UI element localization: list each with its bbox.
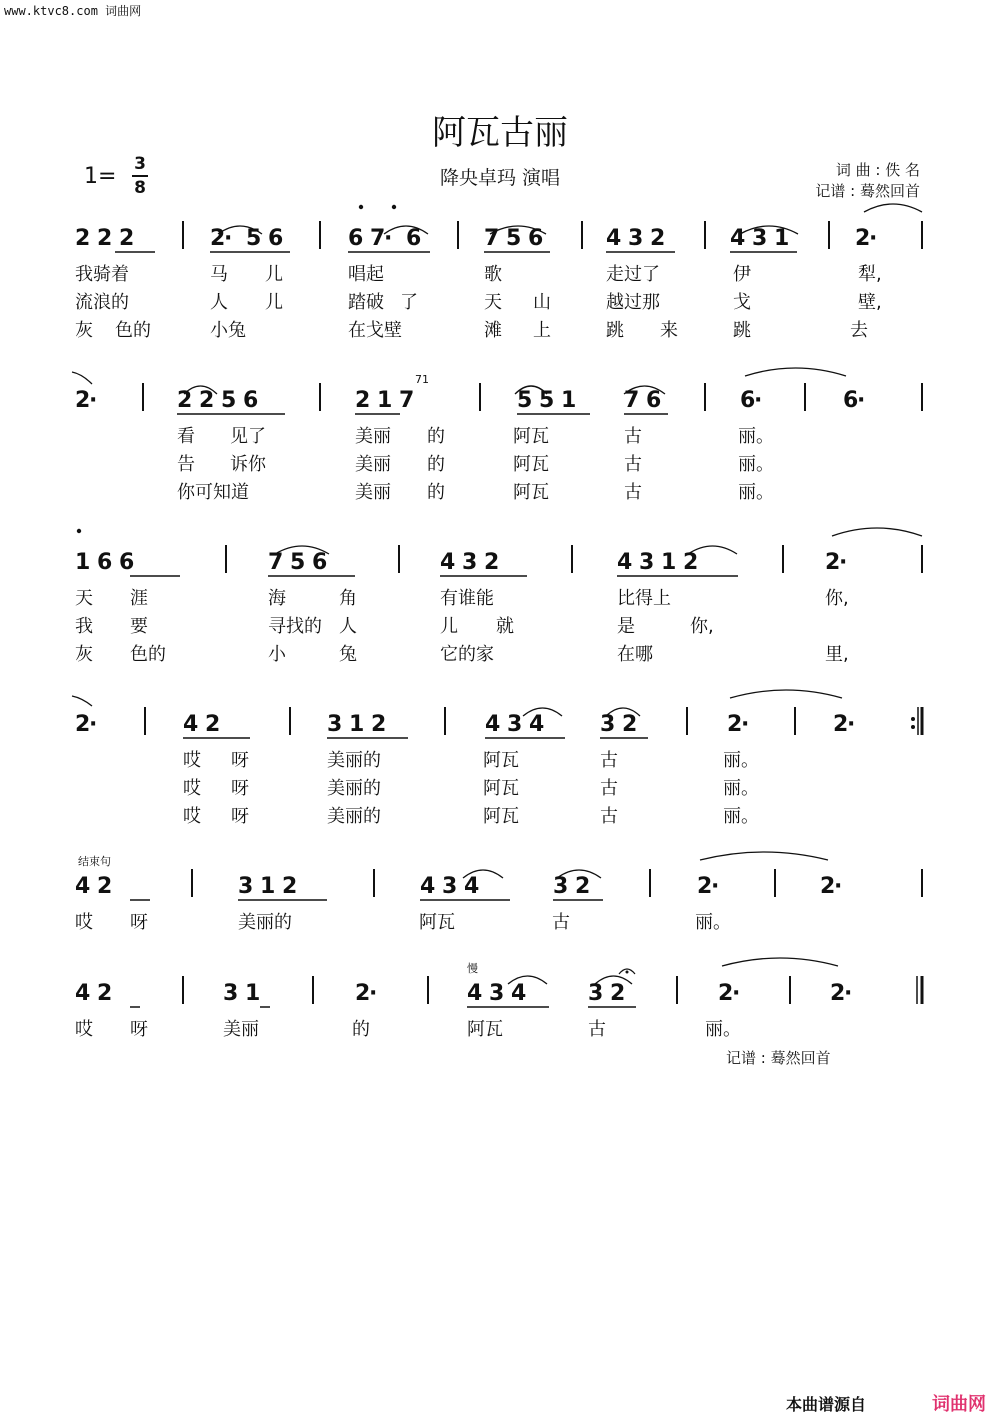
lyric-word: 跳 (733, 320, 751, 341)
augmentation-dot: · (224, 226, 233, 251)
lyric-word: 美丽的 (327, 750, 381, 771)
slur (730, 690, 842, 698)
lyric-word: 滩 (484, 320, 502, 341)
lyric-word: 要 (130, 616, 148, 637)
lyric-word: 角 (339, 588, 357, 609)
note-digit: 2 (825, 550, 841, 575)
note-digit: 3 (238, 874, 254, 899)
octave-dot (359, 205, 363, 209)
lyric-word: 美丽的 (327, 778, 381, 799)
note-digit: 3 (327, 712, 343, 737)
lyric-word: 我 (75, 616, 93, 637)
repeat-dot (911, 725, 915, 729)
note-digit: 2 (97, 874, 113, 899)
note-digit: 2 (727, 712, 743, 737)
lyric-word: 去 (850, 320, 868, 341)
lyric-word: 哎 (183, 806, 201, 827)
lyric-word: 阿瓦 (513, 482, 549, 503)
note-digit: 2 (282, 874, 298, 899)
singer-credit: 降央卓玛 演唱 (439, 167, 561, 189)
lyric-word: 古 (624, 426, 642, 447)
augmentation-dot: · (869, 226, 878, 251)
note-digit: 4 (440, 550, 456, 575)
lyric-word: 跳 (606, 320, 624, 341)
lyric-word: 比得上 (617, 588, 671, 609)
augmentation-dot: · (369, 981, 378, 1006)
note-digit: 6 (406, 226, 422, 251)
time-signature-top: 3 (134, 154, 146, 174)
note-digit: 1 (774, 226, 790, 251)
note-digit: 7 (370, 226, 386, 251)
lyric-word: 丽。 (705, 1019, 741, 1040)
footer-logo[interactable]: 词曲网 (932, 1394, 986, 1415)
lyric-word: 灰 (75, 644, 93, 665)
note-digit: 4 (529, 712, 545, 737)
lyric-word: 伊 (733, 264, 751, 285)
note-digit: 4 (464, 874, 480, 899)
lyric-word: 寻找的 (268, 616, 322, 637)
note-digit: 2 (97, 226, 113, 251)
lyric-word: 涯 (130, 588, 148, 609)
augmentation-dot: · (732, 981, 741, 1006)
note-digit: 1 (661, 550, 677, 575)
note-digit: 2 (830, 981, 846, 1006)
note-digit: 3 (628, 226, 644, 251)
time-signature-bottom: 8 (134, 178, 146, 198)
repeat-dot (911, 717, 915, 721)
lyric-word: 儿 (265, 292, 283, 313)
lyric-word: 诉你 (230, 454, 266, 475)
augmentation-dot: · (89, 388, 98, 413)
lyric-word: 在哪 (617, 644, 653, 665)
lyric-word: 古 (588, 1019, 606, 1040)
lyric-word: 了 (400, 292, 418, 313)
song-title: 阿瓦古丽 (432, 113, 568, 153)
slur (700, 852, 828, 860)
note-digit: 2 (820, 874, 836, 899)
note-digit: 6 (119, 550, 135, 575)
note-digit: 6 (528, 226, 544, 251)
note-digit: 2 (697, 874, 713, 899)
note-digit: 7 (399, 388, 415, 413)
lyric-word: 丽。 (738, 454, 774, 475)
octave-dot (392, 205, 396, 209)
lyric-word: 阿瓦 (483, 806, 519, 827)
note-digit: 7 (624, 388, 640, 413)
note-digit: 6 (312, 550, 328, 575)
lyric-word: 哎 (75, 1019, 93, 1040)
lyric-word: 阿瓦 (419, 912, 455, 933)
lyric-word: 上 (533, 320, 551, 341)
lyric-word: 呀 (231, 806, 249, 827)
note-digit: 2 (210, 226, 226, 251)
lyric-word: 越过那 (606, 292, 660, 313)
lyric-word: 的 (427, 454, 445, 475)
note-digit: 4 (511, 981, 527, 1006)
lyric-word: 阿瓦 (483, 778, 519, 799)
augmentation-dot: · (834, 874, 843, 899)
lyric-word: 丽。 (738, 482, 774, 503)
lyric-word: 来 (660, 320, 678, 341)
lyric-word: 美丽的 (327, 806, 381, 827)
note-digit: 2 (355, 981, 371, 1006)
note-digit: 2 (177, 388, 193, 413)
note-digit: 4 (75, 874, 91, 899)
note-digit: 2 (75, 226, 91, 251)
lyric-word: 色的 (115, 320, 151, 341)
lyric-word: 哎 (183, 778, 201, 799)
augmentation-dot: · (844, 981, 853, 1006)
note-digit: 2 (355, 388, 371, 413)
note-digit: 2 (371, 712, 387, 737)
note-digit: 1 (260, 874, 276, 899)
lyric-word: 歌 (484, 264, 502, 285)
augmentation-dot: · (847, 712, 856, 737)
lyric-word: 壁, (858, 292, 882, 313)
note-digit: 3 (442, 874, 458, 899)
note-digit: 3 (223, 981, 239, 1006)
lyric-word: 戈 (733, 292, 751, 313)
lyric-word: 兔 (339, 644, 357, 665)
note-digit: 2 (205, 712, 221, 737)
ending-phrase-mark: 结束句 (78, 855, 111, 868)
note-digit: 7 (268, 550, 284, 575)
lyric-word: 的 (427, 426, 445, 447)
note-digit: 7 (484, 226, 500, 251)
transcriber-credit: 记谱 : 蓦然回首 (815, 182, 920, 200)
key-signature: 1= (84, 164, 117, 189)
note-digit: 6 (843, 388, 859, 413)
lyric-word: 是 (617, 616, 635, 637)
note-digit: 2 (833, 712, 849, 737)
slur (722, 958, 838, 966)
lyric-word: 古 (600, 778, 618, 799)
lyric-word: 人 (339, 616, 357, 637)
augmentation-dot: · (711, 874, 720, 899)
lyric-word: 天 (75, 588, 93, 609)
note-digit: 2 (119, 226, 135, 251)
lyric-word: 你可知道 (177, 482, 249, 503)
lyric-word: 古 (600, 806, 618, 827)
lyric-word: 阿瓦 (513, 426, 549, 447)
note-digit: 6 (97, 550, 113, 575)
note-digit: 3 (489, 981, 505, 1006)
note-digit: 2 (575, 874, 591, 899)
note-digit: 4 (730, 226, 746, 251)
slur (864, 204, 922, 212)
slur (745, 368, 846, 376)
fermata-dot (626, 971, 629, 974)
lyric-word: 美丽 (355, 426, 391, 447)
octave-dot (77, 529, 81, 533)
note-digit: 2 (622, 712, 638, 737)
note-digit: 2 (610, 981, 626, 1006)
note-digit: 5 (221, 388, 237, 413)
lyric-word: 儿 (440, 616, 458, 637)
note-digit: 1 (245, 981, 261, 1006)
lyric-word: 丽。 (723, 778, 759, 799)
lyric-word: 阿瓦 (483, 750, 519, 771)
lyric-word: 看 (177, 426, 195, 447)
slur (832, 528, 922, 536)
lyric-word: 丽。 (695, 912, 731, 933)
note-digit: 5 (246, 226, 262, 251)
grace-note: 71 (415, 373, 429, 386)
lyric-word: 丽。 (723, 750, 759, 771)
lyric-word: 在戈壁 (348, 320, 402, 341)
lyric-word: 古 (552, 912, 570, 933)
lyric-word: 哎 (75, 912, 93, 933)
note-digit: 2 (650, 226, 666, 251)
lyric-word: 流浪的 (75, 292, 129, 313)
note-digit: 4 (183, 712, 199, 737)
lyric-word: 古 (600, 750, 618, 771)
augmentation-dot: · (857, 388, 866, 413)
footer-source: 本曲谱源自 (786, 1395, 867, 1414)
note-digit: 2 (855, 226, 871, 251)
note-digit: 3 (600, 712, 616, 737)
lyric-word: 美丽 (223, 1019, 259, 1040)
lyric-word: 马 (210, 264, 228, 285)
augmentation-dot: · (741, 712, 750, 737)
note-digit: 3 (507, 712, 523, 737)
lyric-word: 小兔 (210, 320, 246, 341)
note-digit: 2 (718, 981, 734, 1006)
lyric-word: 见了 (230, 426, 266, 447)
lyric-word: 阿瓦 (513, 454, 549, 475)
lyric-word: 山 (533, 292, 551, 313)
lyric-word: 你, (690, 616, 714, 637)
note-digit: 1 (75, 550, 91, 575)
lyric-word: 天 (484, 292, 502, 313)
site-url: www.ktvc8.com 词曲网 (4, 4, 142, 18)
note-digit: 5 (290, 550, 306, 575)
lyric-word: 丽。 (723, 806, 759, 827)
lyric-word: 我骑着 (75, 264, 129, 285)
note-digit: 4 (75, 981, 91, 1006)
lyric-word: 里, (825, 644, 849, 665)
lyric-word: 古 (624, 482, 642, 503)
note-digit: 3 (553, 874, 569, 899)
note-digit: 5 (539, 388, 555, 413)
lyric-word: 哎 (183, 750, 201, 771)
note-digit: 2 (75, 712, 91, 737)
lyric-word: 唱起 (348, 264, 384, 285)
tie-continuation (72, 696, 92, 706)
note-digit: 1 (349, 712, 365, 737)
note-digit: 4 (420, 874, 436, 899)
note-digit: 6 (348, 226, 364, 251)
lyric-word: 阿瓦 (467, 1019, 503, 1040)
lyric-word: 的 (352, 1019, 370, 1040)
note-digit: 3 (752, 226, 768, 251)
transcriber-bottom: 记谱 : 蓦然回首 (726, 1049, 831, 1067)
note-digit: 1 (561, 388, 577, 413)
lyric-word: 美丽 (355, 454, 391, 475)
note-digit: 4 (467, 981, 483, 1006)
note-digit: 2 (97, 981, 113, 1006)
note-digit: 2 (683, 550, 699, 575)
lyricist-credit: 词 曲 : 佚 名 (835, 161, 920, 179)
lyric-word: 美丽的 (238, 912, 292, 933)
lyric-word: 古 (624, 454, 642, 475)
augmentation-dot: · (89, 712, 98, 737)
note-digit: 3 (462, 550, 478, 575)
lyric-word: 人 (210, 292, 228, 313)
lyric-word: 丽。 (738, 426, 774, 447)
tie-continuation (72, 372, 92, 384)
lyric-word: 灰 (75, 320, 93, 341)
lyric-word: 小 (268, 644, 286, 665)
lyric-word: 呀 (231, 750, 249, 771)
augmentation-dot: · (754, 388, 763, 413)
note-digit: 6 (740, 388, 756, 413)
note-digit: 3 (588, 981, 604, 1006)
lyric-word: 有谁能 (440, 588, 494, 609)
note-digit: 6 (243, 388, 259, 413)
note-digit: 6 (268, 226, 284, 251)
note-digit: 1 (377, 388, 393, 413)
note-digit: 5 (506, 226, 522, 251)
lyric-word: 呀 (130, 912, 148, 933)
note-digit: 2 (199, 388, 215, 413)
note-digit: 2 (484, 550, 500, 575)
lyric-word: 呀 (231, 778, 249, 799)
note-digit: 6 (646, 388, 662, 413)
lyric-word: 就 (496, 616, 514, 637)
note-digit: 4 (485, 712, 501, 737)
lyric-word: 犁, (858, 264, 882, 285)
note-digit: 2 (75, 388, 91, 413)
lyric-word: 走过了 (606, 264, 660, 285)
lyric-word: 告 (177, 454, 195, 475)
slow-tempo-mark: 慢 (467, 962, 478, 975)
note-digit: 4 (606, 226, 622, 251)
lyric-word: 呀 (130, 1019, 148, 1040)
lyric-word: 你, (825, 588, 849, 609)
lyric-word: 它的家 (440, 644, 494, 665)
augmentation-dot: · (384, 226, 393, 251)
lyric-word: 海 (268, 588, 286, 609)
lyric-word: 色的 (130, 644, 166, 665)
note-digit: 4 (617, 550, 633, 575)
lyric-word: 的 (427, 482, 445, 503)
lyric-word: 踏破 (348, 292, 384, 313)
note-digit: 5 (517, 388, 533, 413)
lyric-word: 美丽 (355, 482, 391, 503)
note-digit: 3 (639, 550, 655, 575)
augmentation-dot: · (839, 550, 848, 575)
lyric-word: 儿 (265, 264, 283, 285)
